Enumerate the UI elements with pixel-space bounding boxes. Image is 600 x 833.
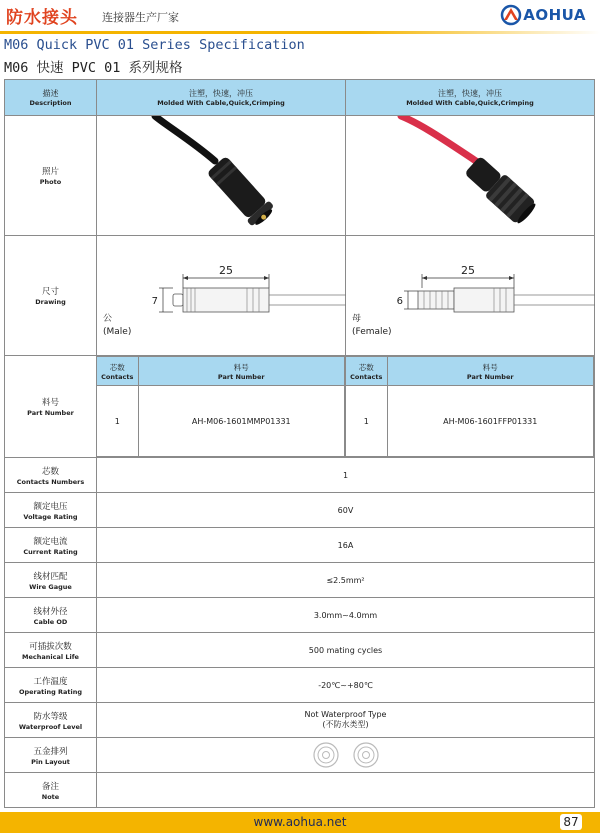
voltage-rating-label: 额定电压 Voltage Rating: [5, 493, 97, 528]
contacts-numbers-value: 1: [97, 458, 595, 493]
male-column-header: 注塑，快速，冲压 Molded With Cable,Quick,Crimping: [97, 80, 346, 116]
voltage-rating-value: 60V: [97, 493, 595, 528]
spec-row: [5, 668, 595, 703]
title-chinese: M06 快速 PVC 01 系列规格: [4, 60, 183, 76]
wire-gauge-value: ≤2.5mm²: [97, 563, 595, 598]
male-contacts-value: 1: [97, 386, 138, 457]
part-number-row: [5, 356, 595, 458]
male-part-subtable: [97, 356, 345, 457]
spec-table: [4, 79, 595, 808]
drawing-label: 尺寸 Drawing: [5, 236, 97, 356]
photo-label: 照片 Photo: [5, 116, 97, 236]
page-footer: [0, 812, 600, 833]
spec-row: [5, 528, 595, 563]
male-part-number: AH-M06-1601MMP01331: [138, 386, 345, 457]
mechanical-life-label: 可插拔次数 Mechanical Life: [5, 633, 97, 668]
female-dia-dim: 6: [396, 296, 403, 307]
brand-title: 防水接头: [6, 8, 78, 28]
male-connector-photo: [97, 116, 346, 235]
description-row: [5, 80, 595, 116]
female-part-cell: [346, 356, 595, 458]
female-contacts-header: 芯数 Contacts: [346, 357, 387, 386]
pin-layout-value: [97, 738, 595, 773]
female-photo: [346, 116, 595, 236]
female-contacts-value: 1: [346, 386, 387, 457]
cable-od-value: 3.0mm~4.0mm: [97, 598, 595, 633]
logo-text: AOHUA: [523, 6, 586, 24]
female-length-dim: 25: [461, 264, 475, 277]
spec-row: [5, 633, 595, 668]
header-divider: [0, 31, 600, 34]
note-value: [97, 773, 595, 808]
description-label: 描述 Description: [5, 80, 97, 116]
female-dimension-drawing: [346, 236, 595, 355]
part-number-label: 料号 Part Number: [5, 356, 97, 458]
contacts-numbers-label: 芯数 Contacts Numbers: [5, 458, 97, 493]
operating-rating-label: 工作温度 Operating Rating: [5, 668, 97, 703]
spec-row: [5, 738, 595, 773]
spec-row: [5, 493, 595, 528]
female-connector-photo: [346, 116, 595, 235]
waterproof-level-label: 防水等级 Waterproof Level: [5, 703, 97, 738]
spec-row: [5, 773, 595, 808]
female-part-subtable: [346, 356, 594, 457]
aohua-logo: [500, 4, 586, 26]
male-gender-cn: 公: [103, 314, 113, 324]
title-english: M06 Quick PVC 01 Series Specification: [4, 37, 305, 53]
male-part-cell: [97, 356, 346, 458]
female-part-number: AH-M06-1601FFP01331: [387, 386, 594, 457]
spec-row: [5, 598, 595, 633]
male-pn-header: 料号 Part Number: [138, 357, 345, 386]
female-pn-header: 料号 Part Number: [387, 357, 594, 386]
page-number: 87: [560, 814, 582, 830]
mechanical-life-value: 500 mating cycles: [97, 633, 595, 668]
cable-od-label: 线材外径 Cable OD: [5, 598, 97, 633]
current-rating-value: 16A: [97, 528, 595, 563]
male-dimension-drawing: [97, 236, 346, 355]
wire-gauge-label: 线材匹配 Wire Gague: [5, 563, 97, 598]
female-column-header: 注塑，快速，冲压 Molded With Cable,Quick,Crimping: [346, 80, 595, 116]
current-rating-label: 额定电流 Current Rating: [5, 528, 97, 563]
operating-rating-value: -20℃~+80℃: [97, 668, 595, 703]
website-link[interactable]: www.aohua.net: [253, 815, 347, 829]
female-gender-cn: 母: [352, 314, 362, 324]
page-header: [0, 0, 600, 32]
waterproof-level-value: Not Waterproof Type (不防水类型): [97, 703, 595, 738]
male-drawing: [97, 236, 346, 356]
male-gender-en: (Male): [103, 327, 132, 337]
female-gender-en: (Female): [352, 327, 392, 337]
spec-row: [5, 458, 595, 493]
pin-layout-label: 五金排列 Pin Layout: [5, 738, 97, 773]
brand-subtitle: 连接器生产厂家: [102, 11, 179, 24]
male-photo: [97, 116, 346, 236]
spec-row: [5, 563, 595, 598]
note-label: 备注 Note: [5, 773, 97, 808]
female-drawing: [346, 236, 595, 356]
drawing-row: [5, 236, 595, 356]
male-dia-dim: 7: [151, 296, 158, 307]
aohua-logo-icon: [500, 4, 522, 26]
pin-layout-diagram: [306, 740, 386, 770]
male-contacts-header: 芯数 Contacts: [97, 357, 138, 386]
male-length-dim: 25: [219, 264, 233, 277]
photo-row: [5, 116, 595, 236]
spec-row: [5, 703, 595, 738]
